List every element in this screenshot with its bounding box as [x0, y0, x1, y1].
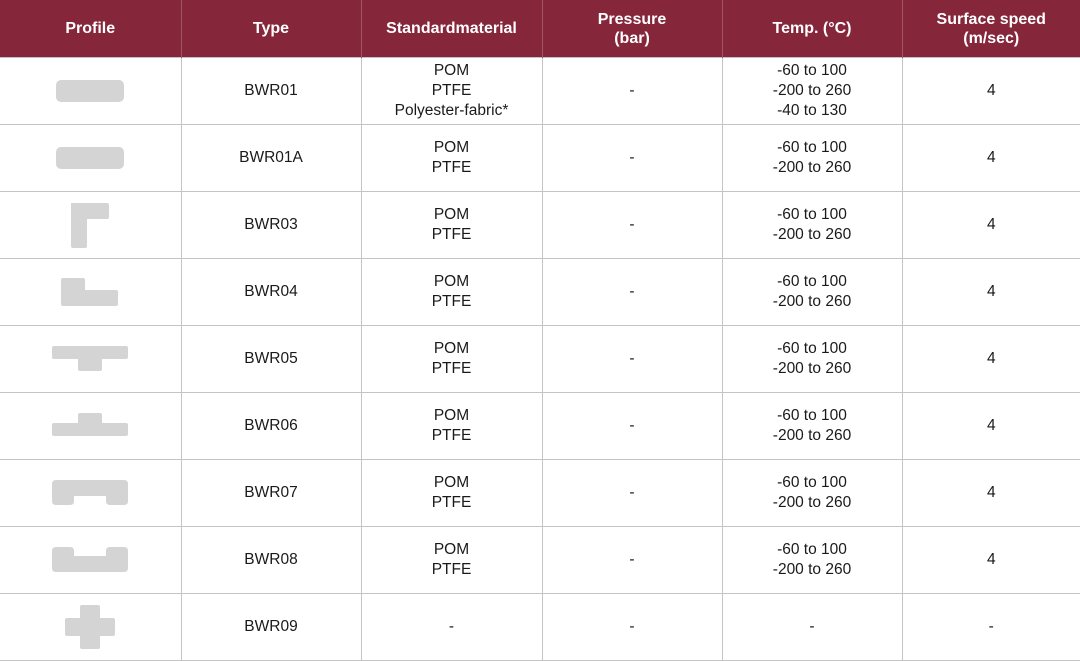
speed-cell: 4 [902, 527, 1080, 594]
temp-cell [722, 192, 902, 259]
speed-cell: 4 [902, 125, 1080, 192]
temp-line: -200 to 260 [772, 82, 852, 99]
material-cell [361, 527, 542, 594]
temp-line: - [809, 618, 815, 635]
type-cell: BWR01 [181, 58, 361, 125]
type-cell: BWR08 [181, 527, 361, 594]
temp-cell [722, 58, 902, 125]
material-line: - [448, 618, 455, 635]
material-cell [361, 58, 542, 125]
profile-cell [0, 393, 181, 460]
notched-bottom-profile-icon [50, 477, 130, 509]
table-row [0, 58, 1080, 125]
type-cell: BWR04 [181, 259, 361, 326]
table-row [0, 326, 1080, 393]
speed-cell: 4 [902, 58, 1080, 125]
speed-cell: 4 [902, 393, 1080, 460]
pressure-cell: - [542, 125, 722, 192]
temp-line: -200 to 260 [772, 159, 852, 176]
table-row [0, 393, 1080, 460]
header-material: Standardmaterial [361, 0, 542, 58]
flat-strip-profile-icon [50, 143, 130, 173]
material-line: POM [433, 206, 470, 223]
type-cell: BWR05 [181, 326, 361, 393]
material-line: POM [433, 62, 470, 79]
temp-cell [722, 393, 902, 460]
speed-cell: 4 [902, 259, 1080, 326]
profile-cell [0, 460, 181, 527]
material-line: PTFE [431, 293, 472, 310]
speed-cell: 4 [902, 460, 1080, 527]
material-line: PTFE [431, 159, 472, 176]
temp-cell [722, 326, 902, 393]
pressure-cell: - [542, 393, 722, 460]
material-cell [361, 326, 542, 393]
table-body [0, 58, 1080, 661]
temp-cell [722, 125, 902, 192]
temp-cell [722, 460, 902, 527]
header-pressure [542, 0, 722, 58]
profile-cell [0, 259, 181, 326]
temp-line: -60 to 100 [777, 407, 847, 424]
temp-line: -60 to 100 [777, 139, 847, 156]
material-line: PTFE [431, 561, 472, 578]
table-row [0, 527, 1080, 594]
header-speed-unit: (m/sec) [963, 29, 1020, 47]
temp-line: -60 to 100 [777, 273, 847, 290]
temp-line: -200 to 260 [772, 360, 852, 377]
material-line: POM [433, 340, 470, 357]
speed-cell: 4 [902, 192, 1080, 259]
type-cell: BWR07 [181, 460, 361, 527]
type-cell: BWR06 [181, 393, 361, 460]
material-cell [361, 259, 542, 326]
table-row [0, 125, 1080, 192]
pressure-cell: - [542, 460, 722, 527]
material-line: POM [433, 541, 470, 558]
header-pressure-line: Pressure [597, 10, 667, 28]
profile-cell [0, 125, 181, 192]
temp-cell [722, 259, 902, 326]
material-line: PTFE [431, 360, 472, 377]
temp-line: -200 to 260 [772, 561, 852, 578]
profile-cell [0, 58, 181, 125]
l-profile-icon [50, 200, 130, 250]
profile-cell [0, 326, 181, 393]
material-line: POM [433, 139, 470, 156]
temp-line: -200 to 260 [772, 427, 852, 444]
material-line: PTFE [431, 82, 472, 99]
notched-top-profile-icon [50, 544, 130, 576]
material-cell [361, 393, 542, 460]
temp-line: -60 to 100 [777, 340, 847, 357]
temp-line: -60 to 100 [777, 474, 847, 491]
material-line: POM [433, 407, 470, 424]
speed-cell: - [902, 594, 1080, 661]
material-line: PTFE [431, 226, 472, 243]
material-cell [361, 125, 542, 192]
table-row [0, 594, 1080, 661]
header-speed-line: Surface speed [936, 10, 1046, 28]
header-temp: Temp. (°C) [722, 0, 902, 58]
header-speed [902, 0, 1080, 58]
flat-strip-profile-icon [50, 76, 130, 106]
profile-cell [0, 192, 181, 259]
temp-line: -60 to 100 [777, 62, 847, 79]
pressure-cell: - [542, 527, 722, 594]
header-pressure-unit: (bar) [614, 29, 650, 47]
type-cell: BWR01A [181, 125, 361, 192]
pressure-cell: - [542, 192, 722, 259]
profile-cell [0, 594, 181, 661]
material-cell [361, 192, 542, 259]
pressure-cell: - [542, 326, 722, 393]
material-line: POM [433, 273, 470, 290]
table-header [0, 0, 1080, 58]
type-cell: BWR09 [181, 594, 361, 661]
header-row [0, 0, 1080, 58]
header-type: Type [181, 0, 361, 58]
cross-profile-icon [50, 602, 130, 652]
pressure-cell: - [542, 594, 722, 661]
stepped-profile-icon [50, 274, 130, 310]
speed-cell: 4 [902, 326, 1080, 393]
t-profile-icon [50, 343, 130, 375]
material-line: PTFE [431, 494, 472, 511]
material-cell [361, 594, 542, 661]
inverted-t-profile-icon [50, 410, 130, 442]
table-row [0, 259, 1080, 326]
table-row [0, 192, 1080, 259]
material-line: Polyester-fabric* [394, 102, 509, 119]
material-cell [361, 460, 542, 527]
material-line: POM [433, 474, 470, 491]
material-line: PTFE [431, 427, 472, 444]
temp-line: -200 to 260 [772, 494, 852, 511]
temp-line: -60 to 100 [777, 541, 847, 558]
header-profile: Profile [0, 0, 181, 58]
pressure-cell: - [542, 259, 722, 326]
temp-cell [722, 527, 902, 594]
temp-line: -200 to 260 [772, 293, 852, 310]
profile-cell [0, 527, 181, 594]
temp-line: -200 to 260 [772, 226, 852, 243]
type-cell: BWR03 [181, 192, 361, 259]
pressure-cell: - [542, 58, 722, 125]
temp-line: -60 to 100 [777, 206, 847, 223]
temp-cell [722, 594, 902, 661]
temp-line: -40 to 130 [777, 102, 847, 119]
table-row [0, 460, 1080, 527]
